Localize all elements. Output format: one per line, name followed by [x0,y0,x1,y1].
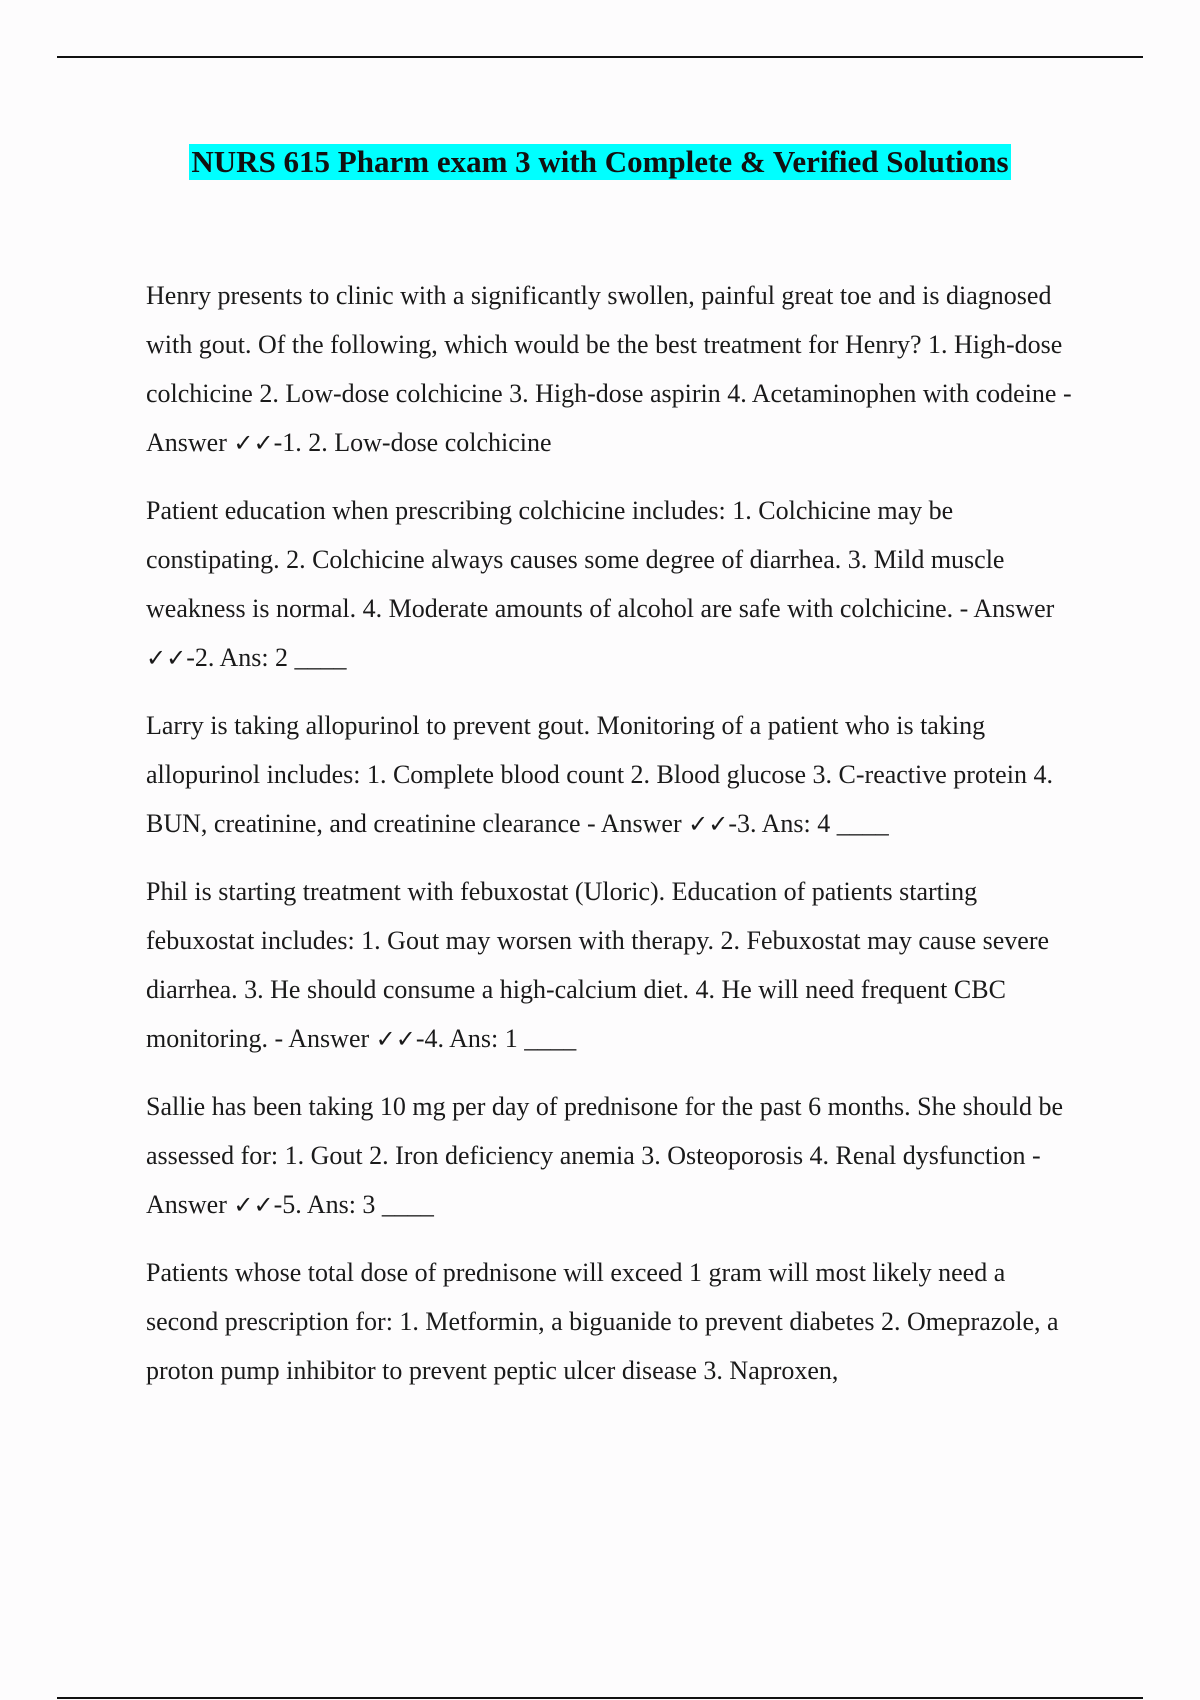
qa-item [146,701,1081,849]
answer-text: -5. Ans: 3 ____ [273,1190,434,1219]
answer-text: -4. Ans: 1 ____ [415,1024,577,1053]
question-text: Sallie has been taking 10 mg per day of prednisone for the past 6 months. She should be assessed for: 1. Gout 2. Iron deficiency anemia 3. Osteoporosis 4. Renal dysfunction - Answer [146,1092,1064,1219]
qa-item [146,271,1081,468]
checkmark-icon: ✓✓ [688,810,729,838]
header-rule [57,56,1143,58]
checkmark-icon: ✓✓ [233,1191,274,1219]
question-text: Patients whose total dose of prednisone will exceed 1 gram will most likely need a second prescription for: 1. Metformin, a biguanide to prevent diabetes 2. Omeprazole, a proton pump inhibitor to prevent peptic ulcer disease 3. Naproxen, [146,1258,1059,1385]
question-text: Larry is taking allopurinol to prevent gout. Monitoring of a patient who is taking allopurinol includes: 1. Complete blood count 2. Blood glucose 3. C-reactive protein 4. BUN, creatinine, and creatinine clearance - Answer [146,711,1053,838]
title-container [0,144,1200,180]
question-text: Patient education when prescribing colchicine includes: 1. Colchicine may be constipating. 2. Colchicine always causes some degree of diarrhea. 3. Mild muscle weakness is normal. 4. Moderate amounts of alcohol are safe with colchicine. - Answer [146,496,1055,623]
qa-item [146,867,1081,1064]
answer-text: -1. 2. Low-dose colchicine [273,428,552,457]
answer-text: -2. Ans: 2 ____ [186,643,347,672]
document-title: NURS 615 Pharm exam 3 with Complete & Verified Solutions [191,144,1009,179]
qa-item [146,486,1081,683]
question-text: Phil is starting treatment with febuxostat (Uloric). Education of patients starting febuxostat includes: 1. Gout may worsen with therapy. 2. Febuxostat may cause severe diarrhea. 3. He should consume a high-calcium diet. 4. He will need frequent CBC monitoring. - Answer [146,877,1050,1053]
qa-content [146,271,1081,1414]
checkmark-icon: ✓✓ [375,1025,416,1053]
question-text: Henry presents to clinic with a significantly swollen, painful great toe and is diagnosed with gout. Of the following, which would be the best treatment for Henry? 1. High-dose colchicine 2. Low-dose colchicine 3. High-dose aspirin 4. Acetaminophen with codeine - Answer [146,281,1072,457]
checkmark-icon: ✓✓ [146,644,187,672]
footer-rule [57,1697,1143,1699]
answer-text: -3. Ans: 4 ____ [728,809,889,838]
qa-item [146,1082,1081,1230]
qa-item [146,1248,1081,1396]
checkmark-icon: ✓✓ [233,429,274,457]
